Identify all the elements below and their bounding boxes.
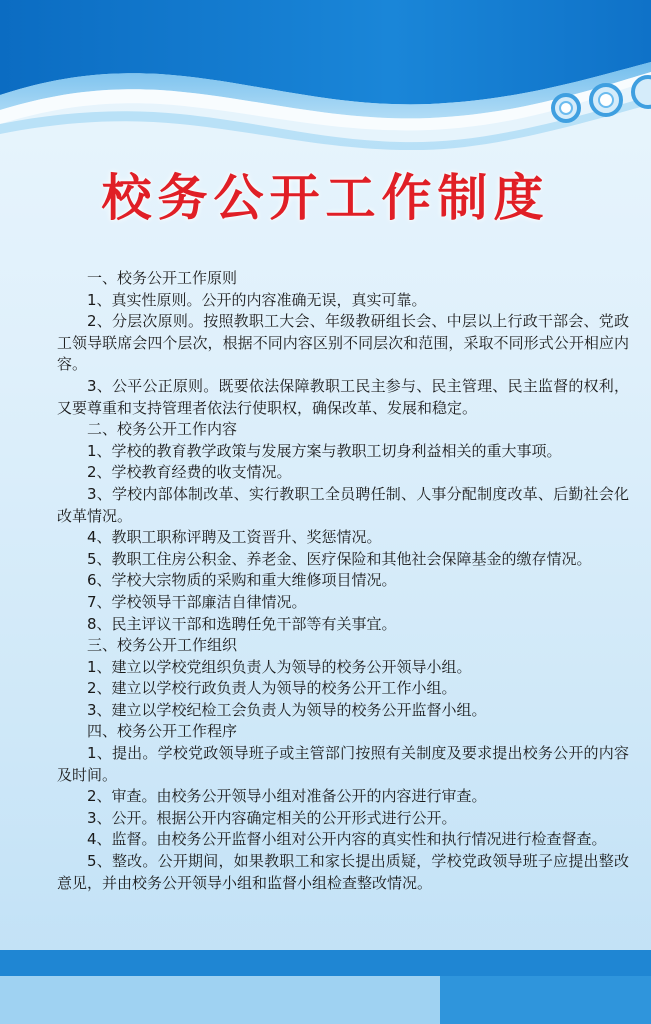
header-wave-decoration <box>0 0 651 150</box>
clause-paragraph: 5、整改。公开期间，如果教职工和家长提出质疑，学校党政领导班子应提出整改意见，并由校务公开领导小组和监督小组检查整改情况。 <box>57 852 629 892</box>
clause-paragraph: 8、民主评议干部和选聘任免干部等有关事宜。 <box>87 614 397 633</box>
clause-paragraph: 2、学校教育经费的收支情况。 <box>87 463 292 482</box>
section-heading: 四、校务公开工作程序 <box>87 722 238 741</box>
clause-paragraph: 5、教职工住房公积金、养老金、医疗保险和其他社会保障基金的缴存情况。 <box>87 549 592 568</box>
clause-paragraph: 1、学校的教育教学政策与发展方案与教职工切身利益相关的重大事项。 <box>87 441 562 460</box>
circle-ring-icon <box>591 85 621 115</box>
clause-paragraph: 3、公平公正原则。既要依法保障教职工民主参与、民主管理、民主监督的权利，又要尊重和支持管理者依法行使职权，确保改革、发展和稳定。 <box>57 376 629 417</box>
clause-paragraph: 7、学校领导干部廉洁自律情况。 <box>87 592 307 611</box>
clause-paragraph: 1、真实性原则。公开的内容准确无误，真实可靠。 <box>87 290 427 309</box>
clause-paragraph: 2、分层次原则。按照教职工大会、年级教研组长会、中层以上行政干部会、党政工领导联席会四个层次，根据不同内容区别不同层次和范围，采取不同形式公开相应内容。 <box>57 312 629 374</box>
section-heading: 一、校务公开工作原则 <box>87 269 238 287</box>
clause-paragraph: 4、监督。由校务公开监督小组对公开内容的真实性和执行情况进行检查督查。 <box>87 830 607 849</box>
clause-paragraph: 2、建立以学校行政负责人为领导的校务公开工作小组。 <box>87 679 457 698</box>
section-heading: 二、校务公开工作内容 <box>87 420 238 439</box>
clause-paragraph: 3、学校内部体制改革、实行教职工全员聘任制、人事分配制度改革、后勤社会化改革情况。 <box>57 484 629 525</box>
clause-paragraph: 1、提出。学校党政领导班子或主管部门按照有关制度及要求提出校务公开的内容及时间。 <box>57 744 629 784</box>
circle-ring-icon <box>633 77 651 107</box>
clause-paragraph: 2、审查。由校务公开领导小组对准备公开的内容进行审查。 <box>87 787 487 806</box>
content-body <box>57 268 629 894</box>
section-heading: 三、校务公开工作组织 <box>87 636 238 655</box>
clause-paragraph: 4、教职工职称评聘及工资晋升、奖惩情况。 <box>87 528 382 547</box>
clause-paragraph: 3、公开。根据公开内容确定相关的公开形式进行公开。 <box>87 808 457 827</box>
clause-paragraph: 6、学校大宗物质的采购和重大维修项目情况。 <box>87 571 397 590</box>
footer-band-decoration <box>0 950 651 1024</box>
circle-ring-icon <box>553 95 579 121</box>
clause-paragraph: 3、建立以学校纪检工会负责人为领导的校务公开监督小组。 <box>87 700 487 719</box>
page-title: 校务公开工作制度 <box>101 169 550 227</box>
clause-paragraph: 1、建立以学校党组织负责人为领导的校务公开领导小组。 <box>87 657 472 676</box>
